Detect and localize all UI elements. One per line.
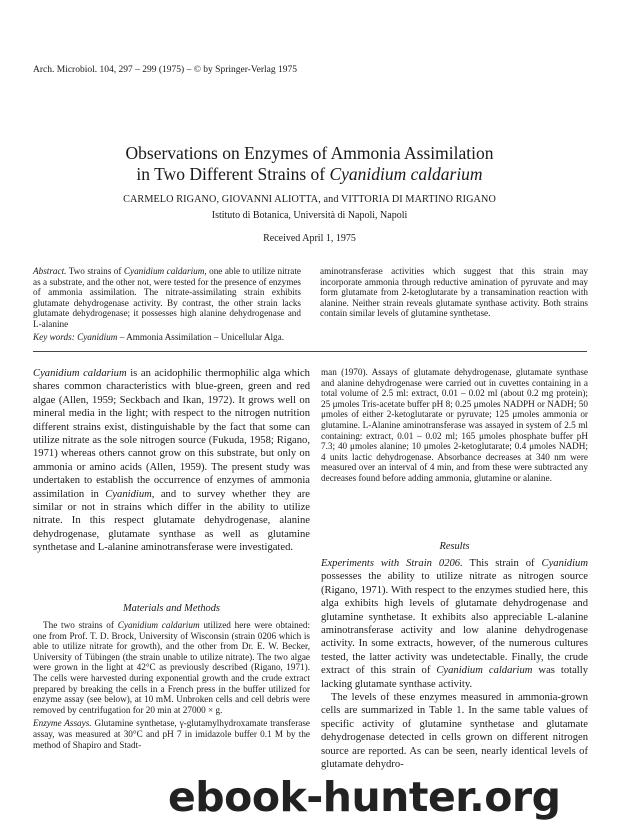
author-list: CARMELO RIGANO, GIOVANNI ALIOTTA, and VITTORIA DI MARTINO RIGANO — [123, 194, 496, 205]
results-body — [321, 557, 588, 772]
results-text: This strain of — [462, 558, 542, 569]
results-paragraph-2: The levels of these enzymes measured in ammonia-grown cells are summarized in Table 1. In the same table values of specific activity of glutamine synthetase and glutamate dehydrogenase detected in cells grown on different nitrogen source are reported. As can be seen, nearly identical levels of glutamate dehydro- — [321, 692, 588, 771]
paper-title-line-2 — [0, 164, 619, 185]
methods-text-cont: utilized here were obtained: one from Prof. T. D. Brock, University of Wisconsin (strain 0206 which is able to utilize nitrate for growth), and the other from Dr. E. W. Becker, University of Tübingen (the strain unable to utilize nitrate). The two algae were grown in the light at 42°C as previously described (Rigano, 1971). The cells were harvested during exponential growth and the crude extract prepared by breaking the cells in a French press in the buffer utilized for enzyme assay (see below), at 10 mM. Unbroken cells and cell debris were removed by centrifugation for 20 min at 27000 × g. — [33, 620, 310, 715]
results-italic-2: Cyanidium caldarium — [436, 665, 533, 677]
abstract-right: aminotransferase activities which suggest that this strain may incorporate ammonia through reductive amination of pyruvate and may form glutamate from 2-ketoglutarate by a transamination reaction with alanine. Neither strain reveals glutamate synthase activity. Both strains contain similar levels of glutamine synthetase. — [320, 266, 588, 318]
intro-italic: Cyanidium caldarium — [33, 368, 127, 379]
methods-body — [33, 620, 310, 750]
watermark-text: ebook-hunter.org — [168, 773, 561, 821]
keywords-label: Key words: — [33, 332, 75, 342]
methods-italic: Cyanidium caldarium — [117, 620, 200, 630]
abstract-left — [33, 266, 301, 329]
received-date: Received April 1, 1975 — [263, 233, 356, 244]
journal-citation: Arch. Microbiol. 104, 297 – 299 (1975) – © by Springer-Verlag 1975 — [33, 65, 298, 75]
methods-heading: Materials and Methods — [123, 603, 220, 614]
enzyme-assays-label: Enzyme Assays. — [33, 718, 92, 729]
abstract-text: Two strains of — [66, 266, 124, 276]
results-italic: Cyanidium — [541, 558, 588, 569]
keywords-text: – Ammonia Assimilation – Unicellular Alga. — [117, 332, 285, 342]
intro-italic-2: Cyanidium, — [105, 488, 155, 500]
keywords-italic: Cyanidium — [74, 332, 118, 342]
methods-continued: man (1970). Assays of glutamate dehydrogenase, glutamate synthase and alanine dehydrogenase were carried out in cuvettes containing in a total volume of 2.5 ml: extract, 0.01 – 0.02 ml (about 0.2 mg protein); 25 μmoles Tris-acetate buffer pH 8; 0.25 μmoles NADPH or NADH; 50 μmoles of either 2-ketoglutarate or pyruvate; 125 μmoles ammonia or glutamine. L-Alanine aminotransferase was assayed in system of 2.5 ml containing: extract, 0.01 – 0.02 ml; 165 μmoles phosphate buffer pH 7.3; 40 μmoles alanine; 10 μmoles 2-ketoglutarate; 0.4 μmoles NADH; 4 units lactic dehydrogenase. Absorbance decreases at 340 nm were measured over an interval of 4 min, and from these were subtracted any decreases found before adding ammonia, glutamine or alanine. — [321, 367, 588, 483]
methods-text: The two strains of — [43, 620, 118, 630]
abstract-text-cont: one able to utilize nitrate as a substrate, and the other not, were tested for the presence of enzymes of ammonia assimilation. The nitrate-assimilating strain exhibits glutamate dehydrogenase activity. By contrast, the other strain lacks glutamate dehydrogenase; it possesses high alanine dehydrogenase and L-alanine — [33, 266, 301, 329]
enzyme-assays-text: Glutamine synthetase, γ-glutamylhydroxamate transferase assay, was measured at 30°C and pH 7 in imidazole buffer 0.1 M by the method of Shapiro and Stadt- — [33, 718, 310, 750]
intro-paragraph — [33, 367, 310, 555]
results-text-end: was totally lacking glutamate synthase activity. — [321, 665, 588, 690]
intro-text: is an acidophilic thermophilic alga which shares common characteristics with blue-green, green and red algae (Allen, 1959; Seckbach and Ikan, 1972). It grows well on mineral media in the light; with respect to the nitrogen nutrition different strains exist, distinguishable by the fact that some can utilize nitrate as the sole nitrogen source (Fukuda, 1958; Rigano, 1971) whereas others cannot grow on this substrate, but only on ammonia or amino acids (Allen, 1959). The present study was undertaken to establish the occurrence of enzymes of ammonia assimilation in — [33, 368, 310, 500]
title-italic-species: Cyanidium caldarium — [329, 164, 483, 184]
affiliation: Istituto di Botanica, Università di Napoli, Napoli — [211, 210, 408, 221]
abstract-italic: Cyanidium caldarium, — [123, 266, 207, 276]
abstract-label: Abstract. — [33, 266, 67, 276]
divider — [33, 351, 587, 352]
results-heading: Results — [439, 541, 470, 552]
results-label: Experiments with Strain 0206. — [321, 558, 463, 569]
title-text: in Two Different Strains of — [136, 164, 330, 184]
paper-title-line-1: Observations on Enzymes of Ammonia Assimilation — [125, 143, 494, 163]
intro-text-2: and to survey whether they are similar or not in strains which differ in the ability to utilize nitrate. In this respect glutamate dehydrogenase, alanine dehydrogenase, glutamate synthase as well as glutamine synthetase and L-alanine aminotransferase were investigated. — [33, 488, 310, 554]
results-text-cont: possesses the ability to utilize nitrate as nitrogen source (Rigano, 1971). With respect to the enzymes studied here, this alga exhibits high levels of glutamate dehydrogenase and glutamine synthetase. It exhibits also appreciable L-alanine aminotransferase activity and low alanine dehydrogenase activity. In some extracts, however, of the numerous cultures tested, the latter activity was undetectable. Finally, the crude extract of this strain of — [321, 571, 588, 677]
keywords — [33, 332, 284, 342]
